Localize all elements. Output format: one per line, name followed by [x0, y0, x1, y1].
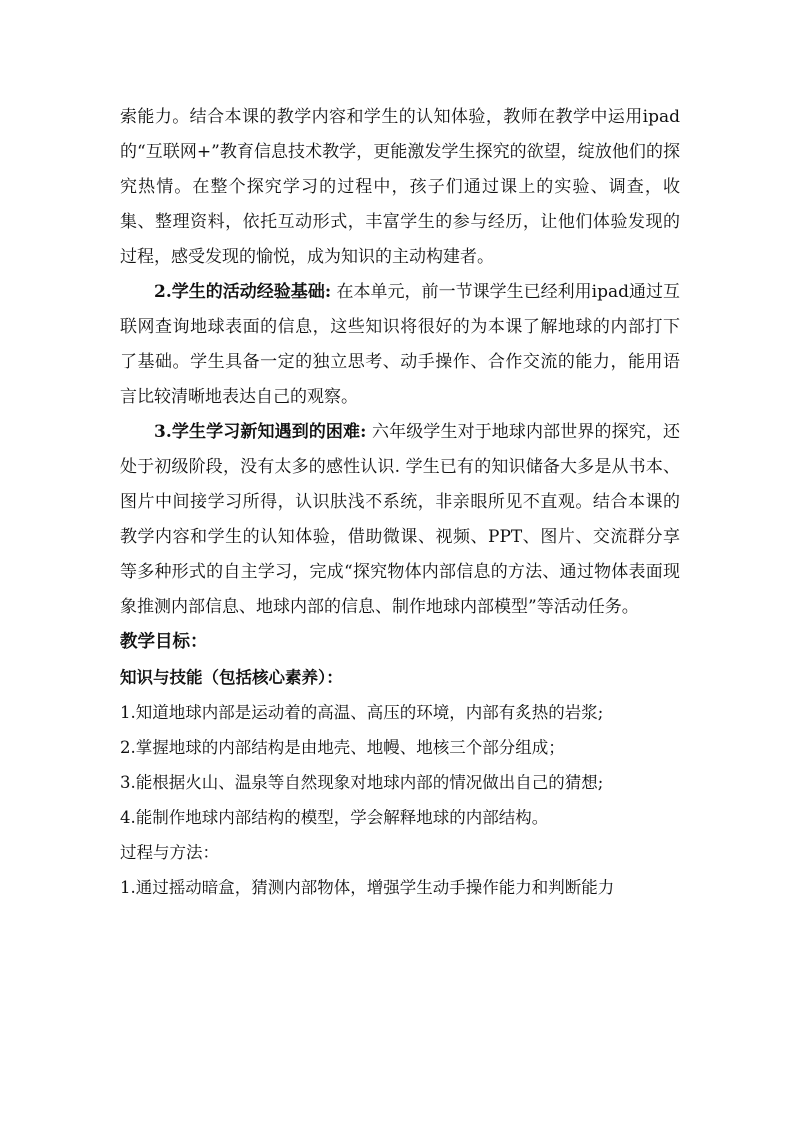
knowledge-item-3: 3.能根据火山、温泉等自然现象对地球内部的情况做出自己的猜想;	[120, 773, 604, 792]
paragraph-3-lead: 3.学生学习新知遇到的困难:	[154, 422, 367, 442]
knowledge-item-2: 2.掌握地球的内部结构是由地壳、地幔、地核三个部分组成；	[120, 738, 565, 757]
paragraph-1-text: 索能力。结合本课的教学内容和学生的认知体验，教师在教学中运用ipad的“互联网+”教育信息技术教学，更能激发学生探究的欲望，绽放他们的探究热情。在整个探究学习的过程中，孩子们通过课上的实验、调查，收集、整理资料，依托互动形式，丰富学生的参与经历，让他们体验发现的过程，感受发现的愉悦，成为知识的主动构建者。	[120, 107, 680, 267]
process-item-1: 1.通过摇动暗盒，猜测内部物体，增强学生动手操作能力和判断能力	[120, 878, 615, 897]
document-body	[120, 100, 680, 905]
paragraph-2	[120, 275, 680, 415]
knowledge-item-4: 4.能制作地球内部结构的模型，学会解释地球的内部结构。	[120, 808, 549, 827]
knowledge-item-1: 1.知道地球内部是运动着的高温、高压的环境，内部有炙热的岩浆;	[120, 703, 604, 722]
paragraph-2-text: 在本单元，前一节课学生已经利用ipad通过互联网查询地球表面的信息，这些知识将很好的为本课了解地球的内部打下了基础。学生具备一定的独立思考、动手操作、合作交流的能力，能用语言比较清晰地表达自己的观察。	[120, 282, 680, 407]
knowledge-skills-heading: 知识与技能（包括核心素养）：	[120, 668, 343, 687]
paragraph-3-text: 六年级学生对于地球内部世界的探究，还处于初级阶段，没有太多的感性认识. 学生已有的知识储备大多是从书本、图片中间接学习所得，认识肤浅不系统，非亲眼所见不直观。结合本课的教学内容和学生的认知体验，借助微课、视频、PPT、图片、交流群分享等多种形式的自主学习，完成“探究物体内部信息的方法、通过物体表面现象推测内部信息、地球内部的信息、制作地球内部模型”等活动任务。	[120, 422, 680, 617]
process-methods-heading: 过程与方法：	[120, 843, 219, 862]
paragraph-2-lead: 2.学生的活动经验基础:	[154, 282, 332, 302]
paragraph-1	[120, 100, 680, 275]
paragraph-3	[120, 415, 680, 625]
teaching-goals-heading: 教学目标：	[120, 632, 208, 652]
